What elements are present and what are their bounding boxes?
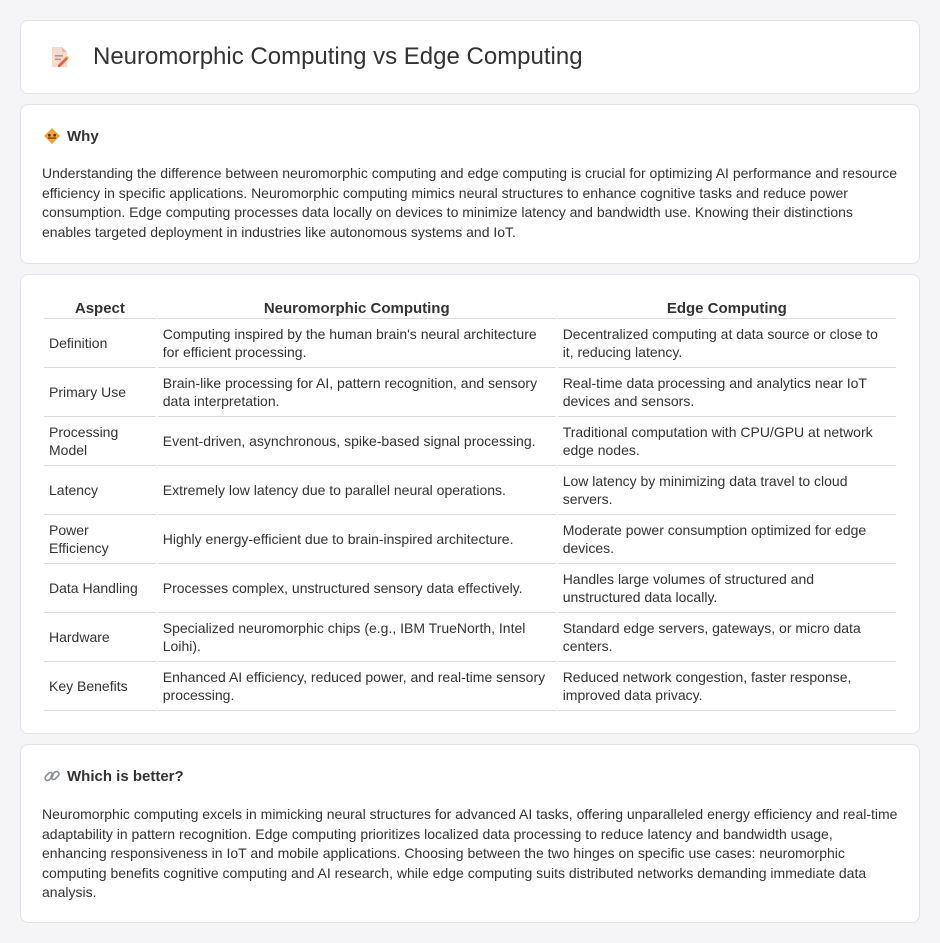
edge-cell: Standard edge servers, gateways, or micro data centers. [558, 613, 896, 662]
table-row [44, 515, 896, 564]
aspect-cell: Key Benefits [44, 662, 156, 711]
header-neuromorphic: Neuromorphic Computing [158, 295, 556, 319]
neuromorphic-cell: Brain-like processing for AI, pattern recognition, and sensory data interpretation. [158, 368, 556, 417]
why-text: Understanding the difference between neuromorphic computing and edge computing is crucial for optimizing AI performance and resource efficiency in specific applications. Neuromorphic computing mimics neural structures to enhance cognitive tasks and reduce power consumption. Edge computing processes data locally on devices to minimize latency and bandwidth use. Knowing their distinctions enables targeted deployment in industries like autonomous systems and IoT. [42, 165, 898, 240]
table-row [44, 564, 896, 613]
table-row [44, 662, 896, 711]
neuromorphic-cell: Highly energy-efficient due to brain-inspired architecture. [158, 515, 556, 564]
neuromorphic-cell: Specialized neuromorphic chips (e.g., IBM TrueNorth, Intel Loihi). [158, 613, 556, 662]
table-row [44, 368, 896, 417]
table-row [44, 319, 896, 368]
title-card [20, 20, 920, 94]
neuromorphic-cell: Enhanced AI efficiency, reduced power, and real-time sensory processing. [158, 662, 556, 711]
page-title: Neuromorphic Computing vs Edge Computing [93, 43, 583, 70]
edge-cell: Moderate power consumption optimized for edge devices. [558, 515, 896, 564]
table-row [44, 466, 896, 515]
table-header-row [44, 295, 896, 319]
why-section [20, 104, 920, 264]
aspect-cell: Definition [44, 319, 156, 368]
edge-cell: Reduced network congestion, faster response, improved data privacy. [558, 662, 896, 711]
neuromorphic-cell: Extremely low latency due to parallel neural operations. [158, 466, 556, 515]
aspect-cell: Power Efficiency [44, 515, 156, 564]
comparison-table [42, 295, 898, 711]
comparison-section [20, 274, 920, 734]
link-icon [43, 767, 61, 785]
edge-cell: Low latency by minimizing data travel to cloud servers. [558, 466, 896, 515]
table-row [44, 417, 896, 466]
header-aspect: Aspect [44, 295, 156, 319]
why-heading: Why [67, 127, 99, 145]
edge-cell: Handles large volumes of structured and unstructured data locally. [558, 564, 896, 613]
aspect-cell: Primary Use [44, 368, 156, 417]
edge-cell: Traditional computation with CPU/GPU at network edge nodes. [558, 417, 896, 466]
aspect-cell: Processing Model [44, 417, 156, 466]
document-icon [47, 45, 71, 69]
aspect-cell: Hardware [44, 613, 156, 662]
which-is-better-section [20, 744, 920, 923]
neuromorphic-cell: Computing inspired by the human brain's neural architecture for efficient processing. [158, 319, 556, 368]
edge-cell: Real-time data processing and analytics near IoT devices and sensors. [558, 368, 896, 417]
header-edge: Edge Computing [558, 295, 896, 319]
better-text: Neuromorphic computing excels in mimicking neural structures for advanced AI tasks, offering unparalleled energy efficiency and real-time adaptability in pattern recognition. Edge computing prioritizes localized data processing to reduce latency and bandwidth usage, enhancing responsiveness in IoT and mobile applications. Choosing between the two hinges on specific use cases: neuromorphic computing benefits cognitive computing and AI research, while edge computing suits distributed networks demanding immediate data analysis. [42, 806, 898, 900]
edge-cell: Decentralized computing at data source or close to it, reducing latency. [558, 319, 896, 368]
neuromorphic-cell: Processes complex, unstructured sensory data effectively. [158, 564, 556, 613]
aspect-cell: Data Handling [44, 564, 156, 613]
neuromorphic-cell: Event-driven, asynchronous, spike-based signal processing. [158, 417, 556, 466]
warning-sign-icon [43, 127, 61, 145]
better-heading: Which is better? [67, 767, 184, 785]
aspect-cell: Latency [44, 466, 156, 515]
table-row [44, 613, 896, 662]
